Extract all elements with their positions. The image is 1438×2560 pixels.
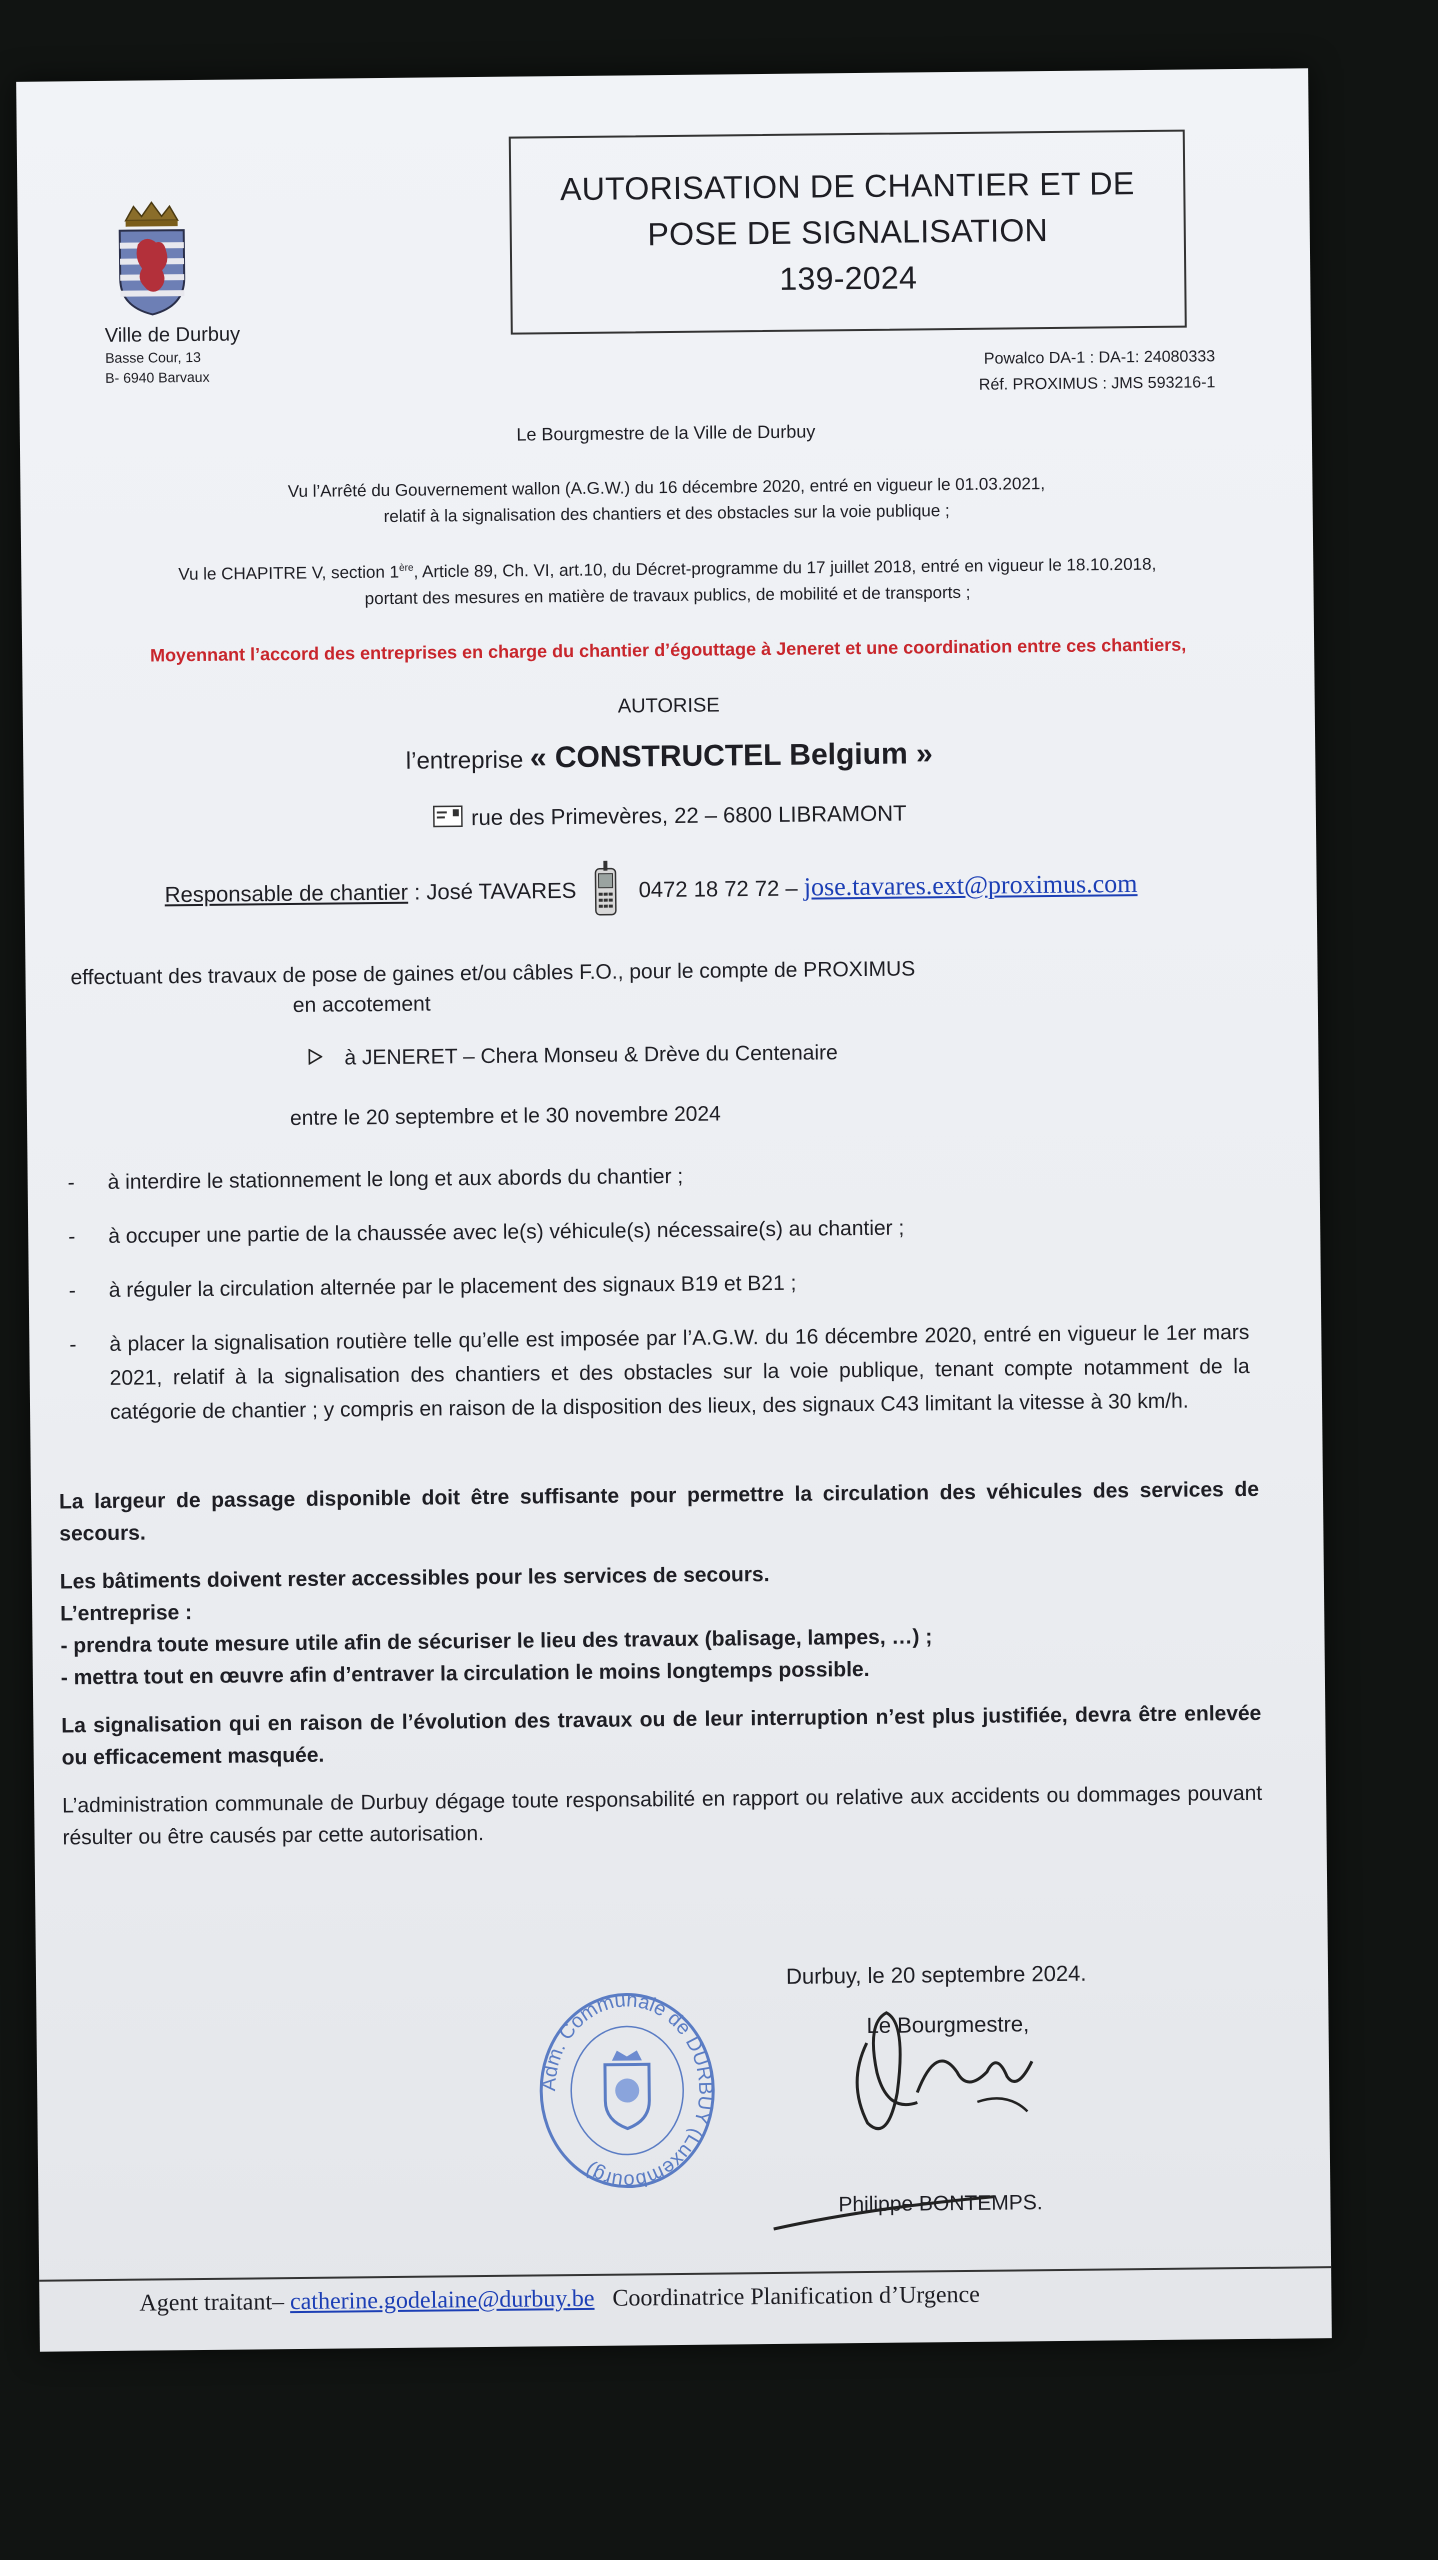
company-name: « CONSTRUCTEL Belgium » (529, 737, 933, 775)
signature-strike-icon (768, 2187, 999, 2239)
coat-of-arms-icon (111, 198, 192, 319)
buildings-condition: Les bâtiments doivent rester accessibles pour les services de secours. (59, 1563, 770, 1594)
list-item-text: à occuper une partie de la chaussée avec le(s) véhicule(s) nécessaire(s) au chantier ; (108, 1216, 905, 1248)
site-manager-label: Responsable de chantier (164, 879, 409, 908)
arrow-bullet-icon (308, 1044, 322, 1074)
company-address-text: rue des Primevères, 22 – 6800 LIBRAMONT (471, 800, 907, 831)
title-line-3: 139-2024 (779, 259, 918, 297)
stamp-text: Adm. Communale de DURBUY (Luxembourg) (538, 1989, 717, 2192)
place-date: Durbuy, le 20 septembre 2024. (785, 1960, 1087, 1989)
passage-condition: La largeur de passage disponible doit être suffisante pour permettre la circulation des véhicules des services de secours. (58, 1477, 1260, 1546)
site-manager-separator: – (779, 875, 804, 901)
list-item-text: à réguler la circulation alternée par le placement des signaux B19 et B21 ; (108, 1271, 797, 1302)
footer (139, 2282, 980, 2318)
consideration-2 (21, 546, 1314, 615)
consideration-1-line-2: relatif à la signalisation des chantiers et des obstacles sur la voie publique ; (383, 501, 950, 527)
works-period: entre le 20 septembre et le 30 novembre 2024 (289, 1102, 721, 1131)
site-manager-name: : José TAVARES (407, 877, 577, 905)
consideration-1-line-1: Vu l’Arrêté du Gouvernement wallon (A.G.W.) du 16 décembre 2020, entré en vigueur le 01.03.2021, (287, 474, 1046, 502)
list-item: - à placer la signalisation routière telle qu’elle est imposée par l’A.G.W. du 16 décembre 2020, entré en vigueur le 1er mars 2021, relatif à la signalisation des chantiers et des obstacles sur la voie publique, tenant compte notamment de la catégorie de chantier ; y compris en raison de la disposition des lieux, des signaux C43 limitant la vitesse à 30 km/h. (69, 1316, 1250, 1430)
company-obligation-2: - mettra tout en œuvre afin d’entraver la circulation le moins longtemps possible. (60, 1657, 870, 1690)
works-description (70, 954, 915, 1023)
consideration-2-part-a: Vu le CHAPITRE V, section 1 (178, 562, 400, 584)
company-address (24, 796, 1316, 838)
mail-icon (433, 805, 463, 833)
works-location (308, 1038, 838, 1074)
site-manager-email-link[interactable]: jose.tavares.ext@proximus.com (803, 868, 1138, 902)
official-stamp (536, 1990, 718, 2197)
consideration-2-line-2: portant des mesures en matière de travaux publics, de mobilité et de transports ; (364, 582, 971, 608)
list-item: - à interdire le stationnement le long et aux abords du chantier ; (68, 1154, 1248, 1200)
company-obligations-heading: L’entreprise : (60, 1601, 193, 1626)
powalco-reference: Powalco DA-1 : DA-1: 24080333 (983, 348, 1216, 368)
signature-block (766, 1960, 1169, 2244)
autorise-heading: AUTORISE (617, 694, 720, 718)
authorisations-list (68, 1154, 1251, 1450)
mayor-name: Philippe BONTEMPS. (838, 2191, 1043, 2217)
footer-agent-role: Coordinatrice Planification d’Urgence (612, 2281, 980, 2312)
mayor-role: Le Bourgmestre, (866, 2011, 1030, 2039)
consideration-2-part-b: , Article 89, Ch. VI, art.10, du Décret-programme du 17 juillet 2018, entré en vigueur le 18.10.2018, (413, 554, 1157, 582)
municipality-block (103, 198, 241, 409)
works-location-text: à JENERET – Chera Monseu & Drève du Centenaire (344, 1041, 838, 1070)
company-line (23, 733, 1315, 781)
list-item-text: à placer la signalisation routière telle qu’elle est imposée par l’A.G.W. du 16 décembre 2020, entré en vigueur le 1er mars 2021, relatif à la signalisation des chantiers et des obstacles sur la voie publique, tenant compte notamment de la catégorie de chantier ; y compris en raison de la disposition des lieux, des signaux C43 limitant la vitesse à 30 km/h. (109, 1320, 1250, 1424)
municipality-name: Ville de Durbuy (104, 323, 241, 347)
municipality-address-city: B- 6940 Barvaux (105, 368, 210, 386)
references (978, 344, 1215, 398)
footer-email-link[interactable]: catherine.godelaine@durbuy.be (289, 2285, 595, 2316)
title-line-2: POSE DE SIGNALISATION (647, 212, 1049, 253)
footer-agent-label: Agent traitant– (139, 2289, 285, 2317)
works-line-1: effectuant des travaux de pose de gaines et/ou câbles F.O., pour le compte de PROXIMUS (70, 957, 916, 990)
site-manager-phone: 0472 18 72 72 (638, 875, 780, 903)
company-obligation-1: - prendra toute mesure utile afin de sécuriser le lieu des travaux (balisage, lampes, …) ; (60, 1625, 933, 1658)
company-prefix: l’entreprise (405, 746, 524, 775)
consideration-1 (20, 468, 1312, 534)
agreement-text: Moyennant l’accord des entreprises en charge du chantier d’égouttage à Jeneret et une coordination entre ces chantiers, (149, 634, 1187, 666)
conditions-block (59, 1474, 1263, 1855)
footer-divider (39, 2266, 1331, 2282)
consideration-2-sup: ère (398, 562, 414, 574)
signalisation-condition: La signalisation qui en raison de l’évolution des travaux ou de leur interruption n’est plus justifiée, devra être enlevée ou efficacement masquée. (61, 1701, 1262, 1770)
title-line-1: AUTORISATION DE CHANTIER ET DE (559, 165, 1135, 208)
list-item: - à occuper une partie de la chaussée avec le(s) véhicule(s) nécessaire(s) au chantier ; (68, 1208, 1248, 1254)
municipality-address-street: Basse Cour, 13 (105, 348, 201, 366)
handwritten-signature (826, 1981, 1048, 2153)
works-line-2: en accotement (292, 992, 431, 1017)
list-item-text: à interdire le stationnement le long et aux abords du chantier ; (107, 1164, 684, 1194)
mobile-phone-icon (592, 861, 619, 923)
document-page (16, 68, 1332, 2351)
liability-disclaimer: L’administration communale de Durbuy dégage toute responsabilité en rapport ou relative aux accidents ou dommages pouvant résulter ou être causés par cette autorisation. (62, 1781, 1263, 1850)
intro-text: Le Bourgmestre de la Ville de Durbuy (516, 421, 816, 445)
proximus-reference: Réf. PROXIMUS : JMS 593216-1 (978, 374, 1216, 394)
list-item: - à réguler la circulation alternée par le placement des signaux B19 et B21 ; (69, 1262, 1249, 1308)
site-manager-line (164, 855, 1137, 927)
title-box (509, 130, 1187, 335)
